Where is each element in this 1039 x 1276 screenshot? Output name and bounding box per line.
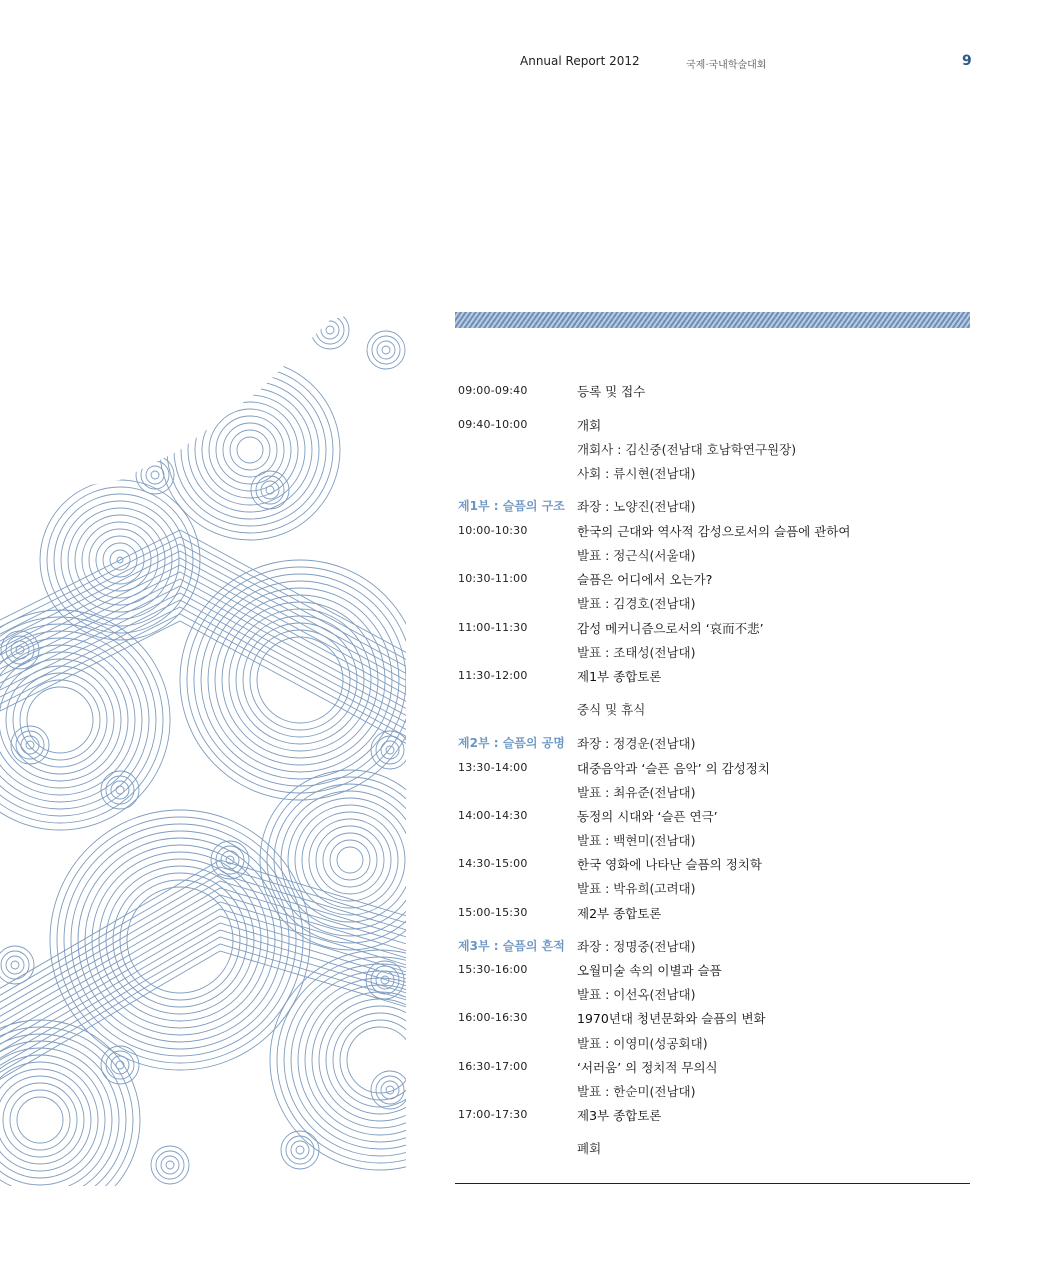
schedule-text: 한국 영화에 나타난 슬픔의 정치학 [577,857,762,872]
schedule-text: 좌장 : 노양진(전남대) [577,499,696,514]
schedule-row [458,381,970,401]
schedule-text: 발표 : 김경호(전남대) [577,596,696,611]
schedule-table [458,0,970,1276]
time-slot: 09:00-09:40 [458,384,528,397]
schedule-row [458,878,970,898]
schedule-row [458,758,970,778]
schedule-text: 좌장 : 정명중(전남대) [577,939,696,954]
schedule-row [458,439,970,459]
time-slot: 16:30-17:00 [458,1060,528,1073]
time-slot: 14:00-14:30 [458,809,528,822]
schedule-row [458,1057,970,1077]
time-slot: 16:00-16:30 [458,1011,528,1024]
schedule-row [458,960,970,980]
time-slot: 14:30-15:00 [458,857,528,870]
schedule-row [458,1081,970,1101]
time-slot: 11:30-12:00 [458,669,528,682]
schedule-text: 발표 : 박유희(고려대) [577,881,696,896]
schedule-text: 좌장 : 정경운(전남대) [577,736,696,751]
time-slot: 11:00-11:30 [458,621,528,634]
schedule-text: 발표 : 한순미(전남대) [577,1084,696,1099]
schedule-text: ‘서러움’ 의 정치적 무의식 [577,1060,718,1075]
schedule-text: 등록 및 접수 [577,384,646,399]
schedule-row [458,415,970,435]
schedule-row [458,830,970,850]
time-slot: 13:30-14:00 [458,761,528,774]
schedule-row [458,936,970,956]
schedule-row [458,642,970,662]
schedule-text: 발표 : 최유준(전남대) [577,785,696,800]
schedule-text: 대중음악과 ‘슬픈 음악’ 의 감성정치 [577,761,770,776]
schedule-text: 오월미술 속의 이별과 슬픔 [577,963,722,978]
schedule-row [458,666,970,686]
session-label: 제1부 : 슬픔의 구조 [458,499,565,513]
decorative-pattern [0,300,406,1186]
schedule-text: 제2부 종합토론 [577,906,662,921]
schedule-text: 발표 : 백현미(전남대) [577,833,696,848]
time-slot: 15:00-15:30 [458,906,528,919]
schedule-text: 사회 : 류시현(전남대) [577,466,696,481]
time-slot: 09:40-10:00 [458,418,528,431]
schedule-row [458,1138,970,1158]
time-slot: 10:00-10:30 [458,524,528,537]
session-label: 제3부 : 슬픔의 흔적 [458,939,565,953]
bottom-divider [455,1183,970,1184]
schedule-text: 폐회 [577,1141,602,1156]
schedule-row [458,593,970,613]
schedule-row [458,782,970,802]
schedule-text: 감성 메커니즘으로서의 ‘哀而不悲’ [577,621,764,636]
schedule-text: 1970년대 청년문화와 슬픔의 변화 [577,1011,766,1026]
schedule-row [458,806,970,826]
header-title: Annual Report 2012 [520,54,640,68]
schedule-row [458,496,970,516]
schedule-text: 개회사 : 김신중(전남대 호남학연구원장) [577,442,797,457]
time-slot: 15:30-16:00 [458,963,528,976]
schedule-row [458,1105,970,1125]
schedule-text: 제3부 종합토론 [577,1108,662,1123]
schedule-row [458,699,970,719]
schedule-text: 개회 [577,418,602,433]
schedule-text: 발표 : 이선옥(전남대) [577,987,696,1002]
page-number: 9 [962,53,972,69]
time-slot: 10:30-11:00 [458,572,528,585]
schedule-row [458,521,970,541]
schedule-row [458,854,970,874]
schedule-row [458,1033,970,1053]
schedule-row [458,733,970,753]
schedule-row [458,463,970,483]
schedule-row [458,984,970,1004]
schedule-text: 발표 : 정근식(서울대) [577,548,696,563]
session-label: 제2부 : 슬픔의 공명 [458,736,565,750]
schedule-text: 중식 및 휴식 [577,702,646,717]
schedule-row [458,618,970,638]
schedule-text: 발표 : 이영미(성공회대) [577,1036,708,1051]
schedule-text: 동정의 시대와 ‘슬픈 연극’ [577,809,718,824]
schedule-text: 제1부 종합토론 [577,669,662,684]
schedule-row [458,545,970,565]
schedule-text: 발표 : 조태성(전남대) [577,645,696,660]
time-slot: 17:00-17:30 [458,1108,528,1121]
header-subtitle: 국제·국내학술대회 [686,60,767,71]
schedule-text: 한국의 근대와 역사적 감성으로서의 슬픔에 관하여 [577,524,851,539]
schedule-row [458,903,970,923]
schedule-text: 슬픔은 어디에서 오는가? [577,572,713,587]
schedule-row [458,1008,970,1028]
schedule-row [458,569,970,589]
